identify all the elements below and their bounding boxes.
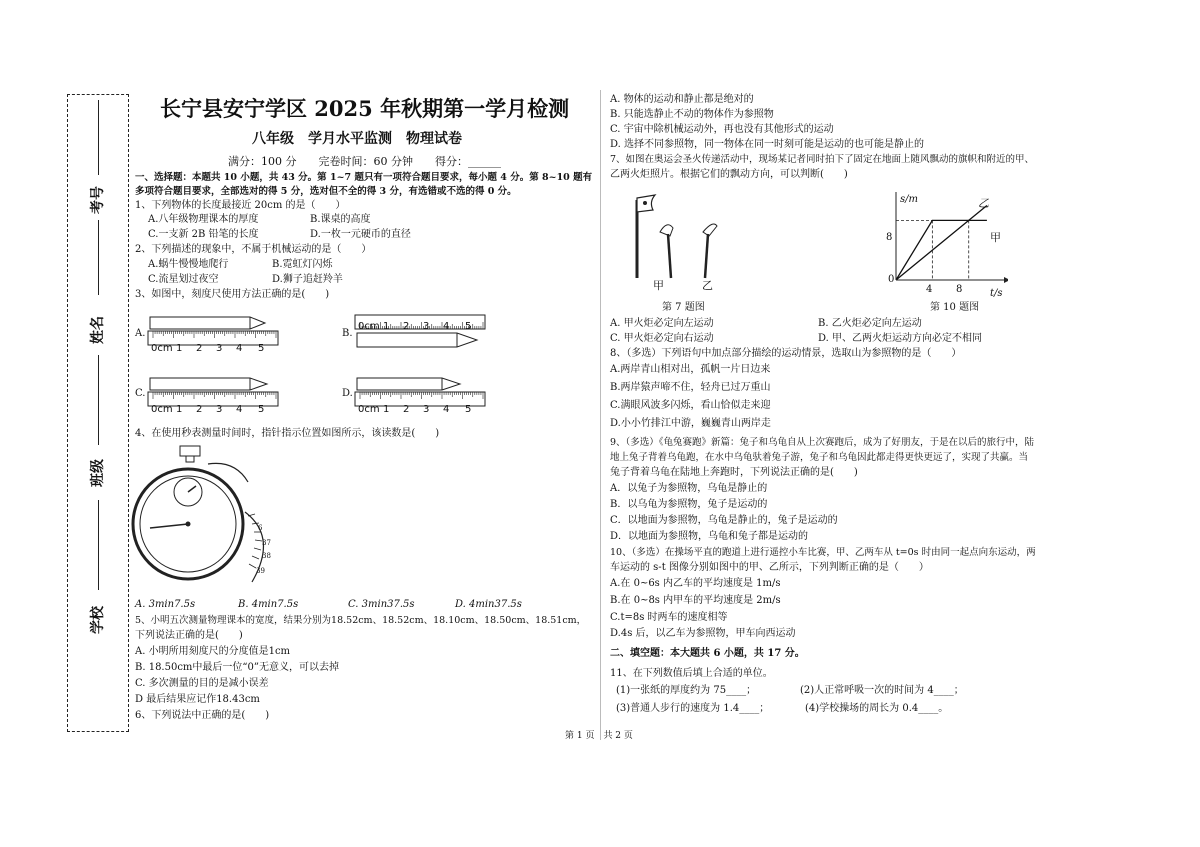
q5-option-a[interactable]: A. 小明所用刻度尺的分度值是1cm [135,646,291,657]
q9-option-b[interactable]: B．以乌龟为参照物，兔子是运动的 [610,499,768,510]
section1-heading: 一、选择题：本题共 10 小题，共 43 分。第 1~7 题只有一项符合题目要求，每小题 4 分。第 8~10 题有 [135,172,593,183]
q2-stem: 2、下列描述的现象中，不属于机械运动的是（ ） [135,244,372,255]
ruler-d-tick-4: 4 [443,404,450,415]
q4-option-a[interactable]: A. 3min7.5s [135,599,196,610]
margin-line [98,220,99,295]
q11-stem: 11、在下列数值后填上合适的单位。 [610,668,773,679]
q6-option-a[interactable]: A. 物体的运动和静止都是绝对的 [610,94,754,105]
exam-subtitle: 八年级 学月水平监测 物理试卷 [252,131,462,147]
ruler-c-tick-3: 3 [216,404,223,415]
ruler-b-tick-4: 4 [443,321,450,332]
ruler-a-tick-2: 2 [196,343,203,354]
q8-option-b[interactable]: B.两岸猿声啼不住，轻舟已过万重山 [610,382,771,393]
q6-option-c[interactable]: C. 宇宙中除机械运动外，再也没有其他形式的运动 [610,124,834,135]
ruler-d-tick-5: 5 [465,404,472,415]
ruler-c-tick-1: 1 [176,404,183,415]
q8-option-a[interactable]: A.两岸青山相对出，孤帆一片日边来 [610,364,771,375]
q2-option-a[interactable]: A.蜗牛慢慢地爬行 [148,259,229,270]
torch-label-yi: 乙 [702,279,713,292]
ruler-c-tick-2: 2 [196,404,203,415]
chart-origin-label: 0 [888,274,895,285]
q11-blank-4[interactable]: (4)学校操场的周长为 0.4____。 [805,703,949,714]
q6-option-b[interactable]: B. 只能选静止不动的物体作为参照物 [610,109,774,120]
q10-option-b[interactable]: B.在 0~8s 内甲车的平均速度是 2m/s [610,595,781,606]
margin-line [98,355,99,445]
ruler-a-tick-5: 5 [258,343,265,354]
q9-option-d[interactable]: D．以地面为参照物，乌龟和兔子都是运动的 [610,531,809,542]
chart-xlabel: t/s [990,288,1003,299]
margin-label-school: 学校 [90,606,106,634]
torch-figure [615,190,725,290]
series-label-jia: 甲 [990,231,1001,244]
q7-option-a[interactable]: A. 甲火炬必定向左运动 [610,318,714,329]
q8-option-c[interactable]: C.满眼风波多闪烁，看山恰似走来迎 [610,400,771,411]
section1-heading-2: 多项符合题目要求，全部选对的得 5 分，选对但不全的得 3 分，有选错或不选的得 0 分。 [135,186,517,197]
q1-stem: 1、下列物体的长度最接近 20cm 的是（ ） [135,200,346,211]
q1-option-c[interactable]: C.一支新 2B 铅笔的长度 [148,229,259,240]
q6-stem: 6、下列说法中正确的是( ) [135,710,270,721]
q7-stem: 7、如图在奥运会圣火传递活动中，现场某记者同时拍下了固定在地面上随风飘动的旗帜和附近的甲、 [610,154,1035,165]
ruler-d-tick-3: 3 [423,404,430,415]
torch-label-jia: 甲 [653,279,664,292]
chart-series [896,205,987,280]
q5-option-c[interactable]: C. 多次测量的目的是减小误差 [135,678,269,689]
series-line-yi [896,205,987,280]
q1-option-b[interactable]: B.课桌的高度 [310,214,371,225]
q10-option-c[interactable]: C.t=8s 时两车的速度相等 [610,612,728,623]
q2-option-d[interactable]: D.狮子追赶羚羊 [272,274,343,285]
q4-option-b[interactable]: B. 4min7.5s [238,599,299,610]
q11-blank-1[interactable]: (1)一张纸的厚度约为 75____； [616,685,757,696]
column-divider [600,90,601,740]
q3-stem: 3、如图中，刻度尺使用方法正确的是( ) [135,289,330,300]
chart-x-tick-8: 8 [956,284,963,295]
ruler-d-tick-2: 2 [403,404,410,415]
q7-option-b[interactable]: B. 乙火炬必定向左运动 [818,318,922,329]
ruler-b-tick-3: 3 [423,321,430,332]
q11-blank-3[interactable]: (3)普通人步行的速度为 1.4____； [616,703,770,714]
margin-label-exam-number: 考号 [90,186,106,214]
stopwatch-figure [130,442,290,592]
q5-stem: 5、小明五次测量物理课本的宽度，结果分别为18.52cm、18.52cm、18.10cm、18.50cm、18.51cm， [135,615,587,626]
q11-blank-2[interactable]: (2)人正常呼吸一次的时间为 4____； [800,685,964,696]
page-number: 第 1 页 共 2 页 [565,731,633,741]
ruler-a-tick-1: 1 [176,343,183,354]
q7-option-c[interactable]: C. 甲火炬必定向右运动 [610,333,714,344]
exam-meta: 满分：100 分 完卷时间：60 分钟 得分：______ [228,155,501,168]
chart-y-tick-8: 8 [886,232,893,243]
ruler-a-tick-3: 3 [216,343,223,354]
chart-ylabel: s/m [900,194,918,205]
q3-label-a[interactable]: A. [135,328,146,339]
ruler-a-tick-4: 4 [236,343,243,354]
ruler-b-tick-5: 5 [465,321,472,332]
q10-option-a[interactable]: A.在 0~6s 内乙车的平均速度是 1m/s [610,578,781,589]
q9-stem-3: 兔子背着乌龟在陆地上奔跑时，下列说法正确的是( ) [610,467,858,478]
ruler-d-unit: 0cm [358,404,380,415]
q10-figure-caption: 第 10 题图 [930,302,980,313]
q2-option-c[interactable]: C.流星划过夜空 [148,274,219,285]
series-line-jia [896,220,987,280]
ruler-a-unit [151,343,173,355]
q4-option-c[interactable]: C. 3min37.5s [348,599,415,610]
q9-option-a[interactable]: A．以兔子为参照物，乌龟是静止的 [610,483,768,494]
q5-stem-2: 下列说法正确的是( ) [135,630,243,641]
q7-figure-caption: 第 7 题图 [662,302,705,313]
dial-mark-6: 6 [258,524,263,532]
ruler-c-unit: 0cm [151,404,173,415]
exam-title: 长宁县安宁学区 2025 年秋期第一学月检测 [160,96,570,121]
section2-heading: 二、填空题：本大题共 6 小题，共 17 分。 [610,648,805,659]
q3-label-c[interactable]: C. [135,388,146,399]
ruler-c-tick-5: 5 [258,404,265,415]
q4-option-d[interactable]: D. 4min37.5s [455,599,522,610]
x-axis-arrow [1004,277,1008,283]
ruler-unit-label: 0cm [151,343,173,354]
q8-stem: 8、（多选）下列语句中加点部分描绘的运动情景，选取山为参照物的是（ ） [610,348,962,359]
dial-mark-39: 39 [256,567,265,575]
margin-label-name: 姓名 [90,316,106,344]
dial-mark-38: 38 [262,552,271,560]
q9-option-c[interactable]: C．以地面为参照物，乌龟是静止的，兔子是运动的 [610,515,838,526]
q7-option-d[interactable]: D. 甲、乙两火炬运动方向必定不相同 [818,333,983,344]
q10-stem-2: 车运动的 s-t 图像分别如图中的甲、乙所示，下列判断正确的是（ ） [610,562,929,573]
q4-stem: 4、在使用秒表测量时间时，指针指示位置如图所示，该读数是( ) [135,428,440,439]
q3-label-b[interactable]: B. [342,328,353,339]
q8-option-d[interactable]: D.小小竹排江中游，巍巍青山两岸走 [610,418,771,429]
margin-line [98,500,99,590]
q9-stem-2: 地上兔子背着乌龟跑，在水中乌龟驮着兔子游，兔子和乌龟因此都走得更快更远了，实现了共赢。当 [610,452,1029,463]
q7-stem-2: 乙两火炬照片。根据它们的飘动方向，可以判断( ) [610,169,848,180]
q9-stem: 9、（多选）《龟兔赛跑》新篇：兔子和乌龟自从上次赛跑后，成为了好朋友，于是在以后的旅行中，陆 [610,437,1035,448]
ruler-c-tick-4: 4 [236,404,243,415]
series-label-yi: 乙 [978,197,989,210]
q2-option-b[interactable]: B.霓虹灯闪烁 [272,259,333,270]
ruler-b-tick-2: 2 [403,321,410,332]
q10-stem: 10、（多选）在操场平直的跑道上进行遥控小车比赛，甲、乙两车从 t=0s 时由同一起点向东运动，两 [610,547,1036,558]
q10-option-d[interactable]: D.4s 后，以乙车为参照物，甲车向西运动 [610,628,796,639]
chart-x-tick-4: 4 [926,284,933,295]
q5-option-d[interactable]: D 最后结果应记作18.43cm [135,694,260,705]
ruler-b-tick-1: 1 [383,321,390,332]
ruler-d-tick-1: 1 [383,404,390,415]
margin-label-class: 班级 [90,459,106,487]
q1-option-a[interactable]: A.八年级物理课本的厚度 [148,214,259,225]
margin-line [98,100,99,175]
q1-option-d[interactable]: D.一枚一元硬币的直径 [310,229,411,240]
dial-mark-37: 37 [262,539,271,547]
q5-option-b[interactable]: B. 18.50cm中最后一位“0”无意义，可以去掉 [135,662,340,673]
ruler-b-unit: 0cm [358,321,380,332]
q6-option-d[interactable]: D. 选择不同参照物，同一物体在同一时刻可能是运动的也可能是静止的 [610,139,925,150]
q3-label-d[interactable]: D. [342,388,353,399]
